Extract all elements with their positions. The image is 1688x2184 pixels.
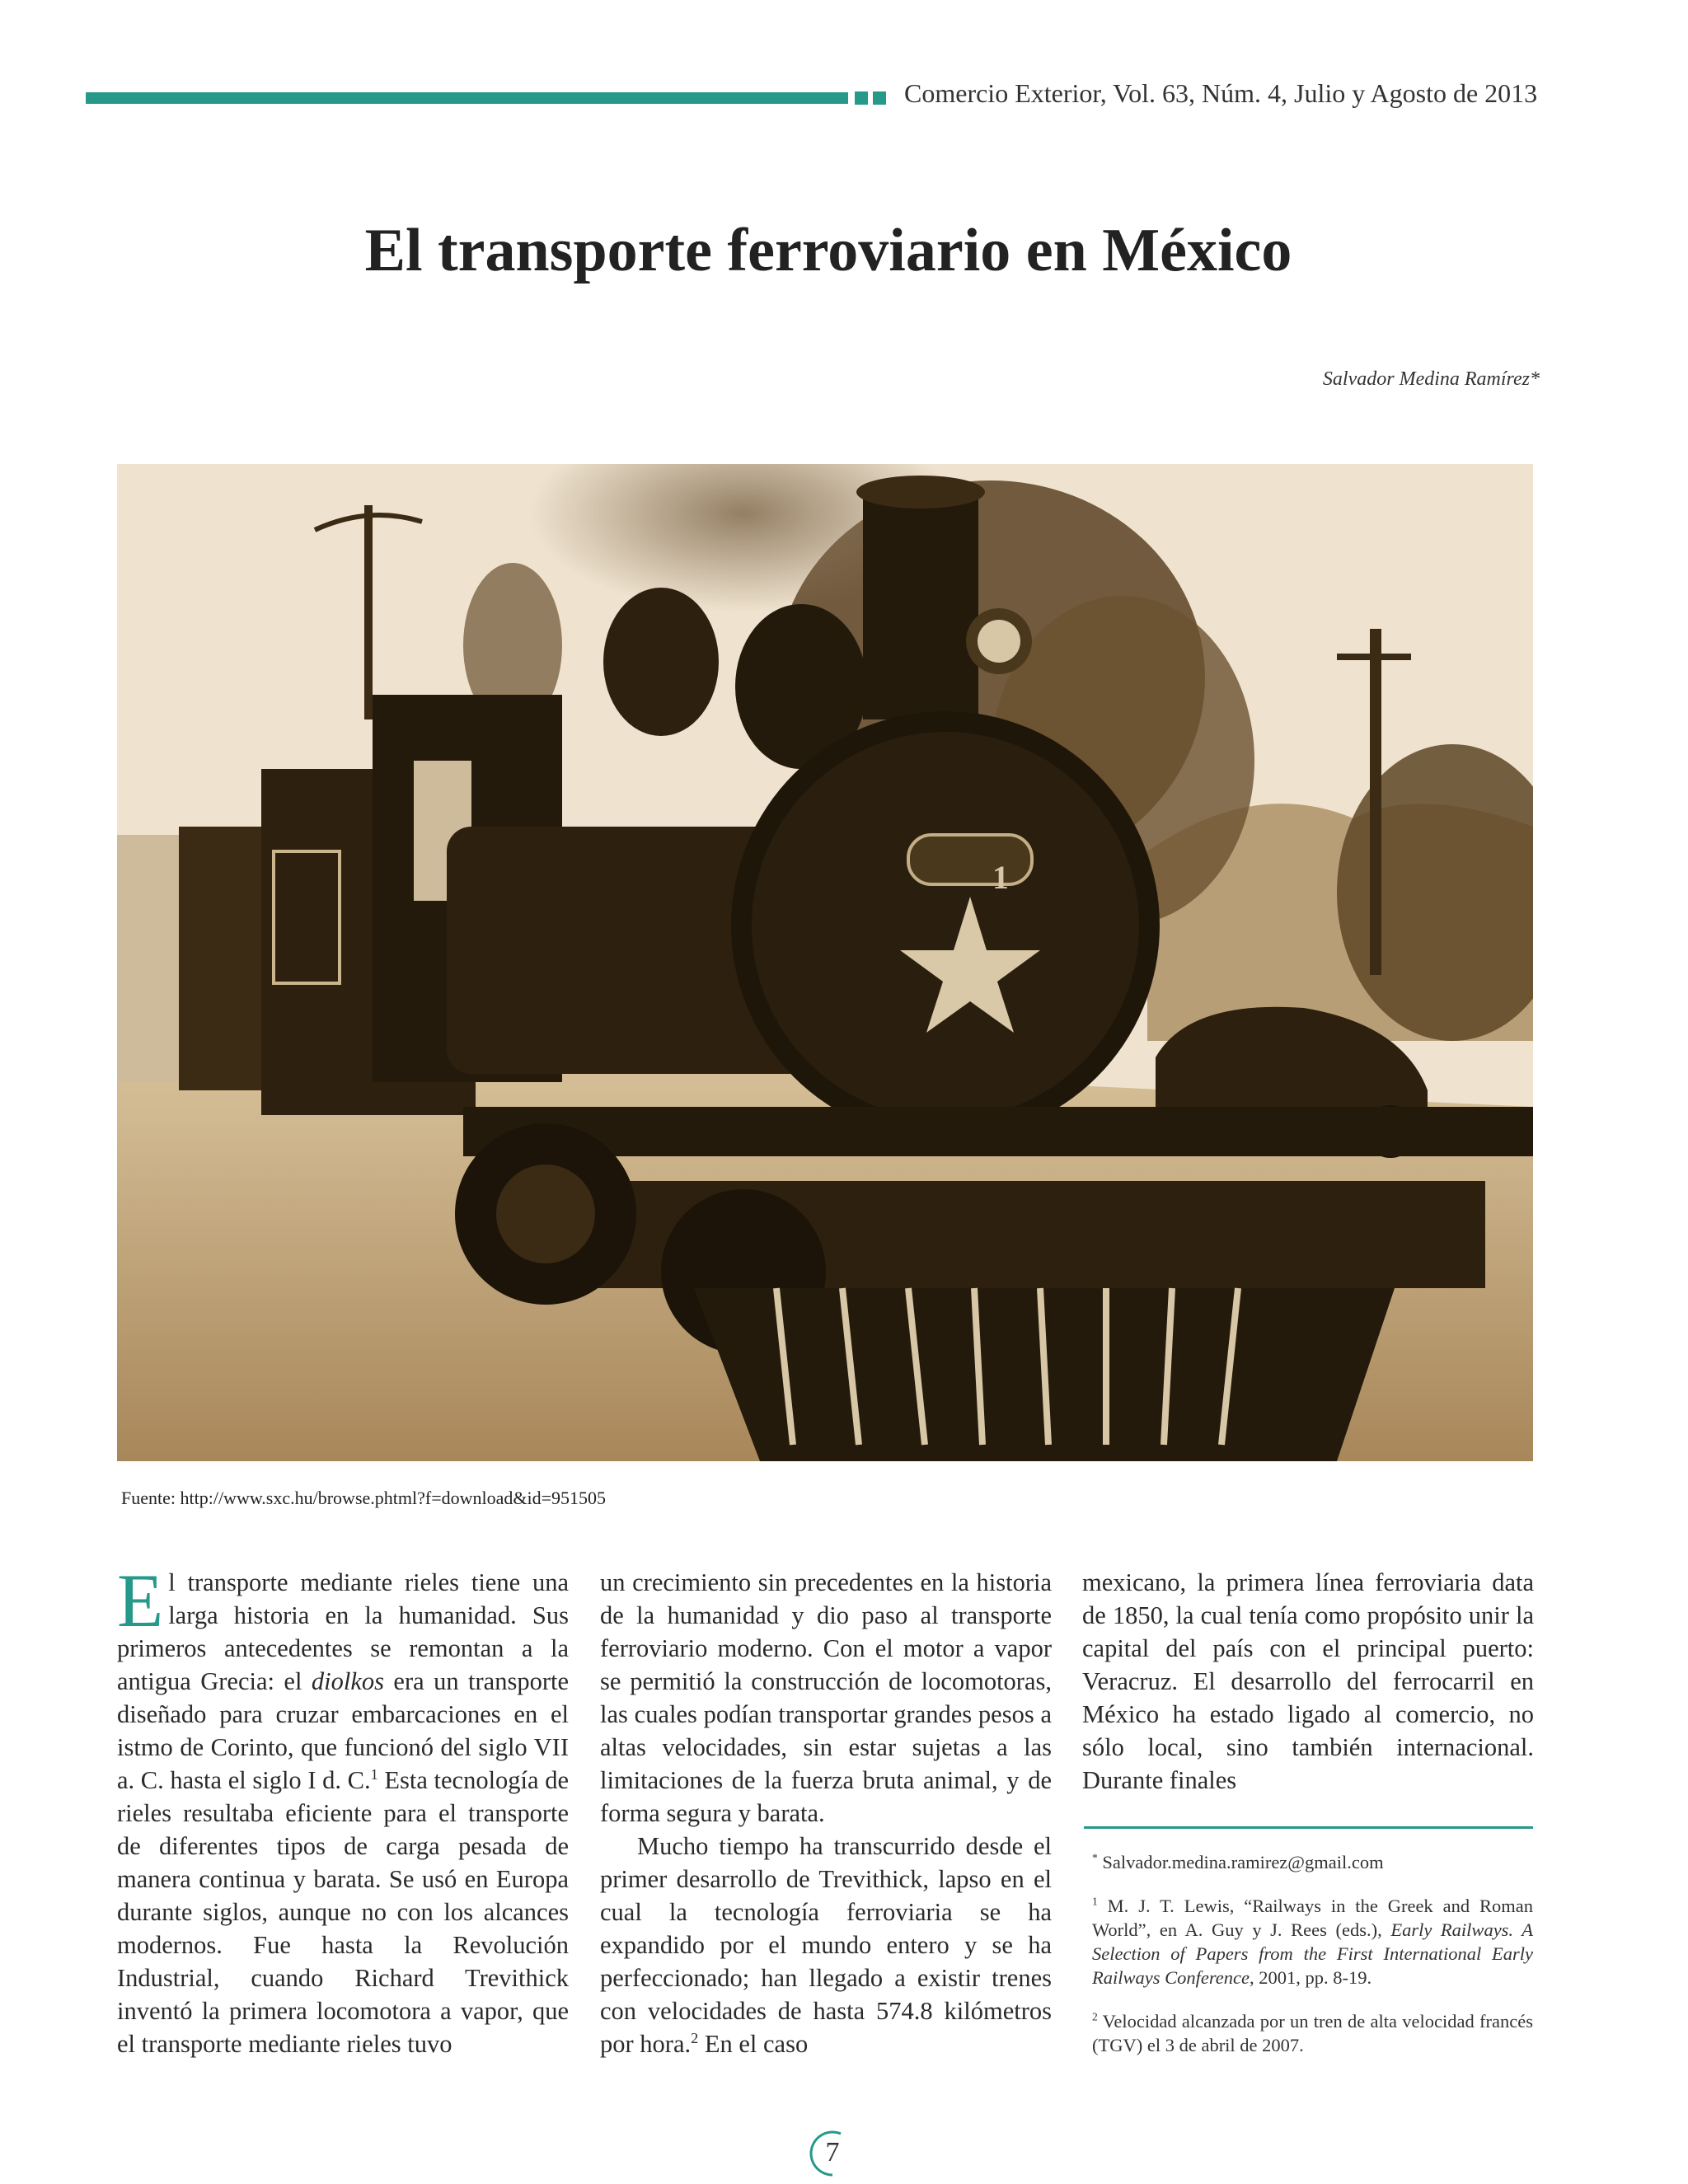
author-byline: Salvador Medina Ramírez* [1322, 368, 1540, 390]
intro-text-c: Esta tecnología de rieles resultaba eficiente para el transporte de diferentes tipos de carga pesada de manera continua y barata. Se usó en Europa durante siglos, aunque no con los alcances modernos. Fue hasta la Revolución Industrial, cuando Richard Trevithick inventó la primera locomotora a vapor, que el transporte mediante rieles tuvo [117, 1766, 569, 2058]
paragraph-3-text-a: Mucho tiempo ha transcurrido desde el primer desarrollo de Trevithick, lapso en el cual la tecnología ferroviaria se ha expandido por el mundo entero y se ha perfeccionado; han llegado a existir trenes con velocidades de hasta 574.8 kilómetros por hora. [600, 1832, 1052, 2058]
journal-header: Comercio Exterior, Vol. 63, Núm. 4, Julio y Agosto de 2013 [904, 78, 1538, 108]
page-number-value: 7 [825, 2137, 840, 2168]
intro-text-a: l transporte mediante rieles tiene una larga historia en la humanidad. Sus primeros antecedentes se remontan a la antigua Grecia: el [117, 1568, 569, 1695]
paragraph-3-text-b: En el caso [698, 2030, 809, 2058]
body-column-1 [117, 1558, 570, 2060]
footnote-star-mark: * [1092, 1851, 1098, 1864]
intro-text-b: era un transporte diseñado para cruzar embarcaciones en el istmo de Corinto, que funcionó del siglo VII a. C. hasta el siglo I d. C. [117, 1667, 570, 1794]
header-square-1 [855, 91, 868, 105]
footnote-1-mark: 1 [1092, 1895, 1098, 1908]
header-rule [86, 92, 848, 104]
footnote-2-mark: 2 [1092, 2010, 1098, 2023]
footnote-1-text-b: , 2001, pp. 8-19. [1250, 1967, 1372, 1988]
locomotive-illustration [117, 464, 1533, 1461]
footnote-ref-1: 1 [370, 1765, 378, 1783]
page-number [808, 2129, 857, 2178]
footnote-author [1092, 1850, 1533, 1874]
drop-cap: E [117, 1558, 164, 1643]
photo-source: Fuente: http://www.sxc.hu/browse.phtml?f=download&id=951505 [121, 1488, 606, 1508]
paragraph-2: un crecimiento sin precedentes en la historia de la humanidad y dio paso al transporte ferroviario moderno. Con el motor a vapor se permitió la construcción de locomotoras, las cuales podían transportar grandes pesos a altas velocidades, sin estar sujetas a las limitaciones de la fuerza bruta animal, y de forma segura y barata. [600, 1568, 1052, 1827]
footnote-1-book-title: Early Railways. A Selection of Papers from the First International Early Railways Conference [1092, 1919, 1533, 1988]
footnote-rule [1084, 1826, 1533, 1829]
locomotive-photo [117, 464, 1533, 1461]
footnote-1 [1092, 1894, 1533, 1990]
header-square-2 [873, 91, 886, 105]
author-email: Salvador.medina.ramirez@gmail.com [1097, 1852, 1384, 1872]
locomotive-plate-number: 1 [992, 859, 1009, 896]
paragraph-intro [117, 1558, 570, 2060]
footnote-ref-2: 2 [691, 2029, 699, 2046]
article-title: El transporte ferroviario en México [364, 217, 1292, 284]
footnotes [1092, 1850, 1533, 2077]
footnote-1-text-a: M. J. T. Lewis, “Railways in the Greek and Roman World”, en A. Guy y J. Rees (eds.), [1092, 1896, 1533, 1940]
diolkos-term: diolkos [311, 1667, 384, 1695]
paragraph-3 [600, 1830, 1052, 2060]
paragraph-4: mexicano, la primera línea ferroviaria data de 1850, la cual tenía como propósito unir la capital del país con el principal puerto: Veracruz. El desarrollo del ferrocarril en México ha estado ligado al comercio, no sólo local, sino también internacional. Durante finales [1082, 1568, 1534, 1794]
footnote-2-text: Velocidad alcanzada por un tren de alta velocidad francés (TGV) el 3 de abril de 2007. [1092, 2011, 1533, 2055]
footnote-2 [1092, 2009, 1533, 2057]
body-column-3 [1082, 1566, 1534, 1797]
body-column-2 [600, 1566, 1052, 2060]
